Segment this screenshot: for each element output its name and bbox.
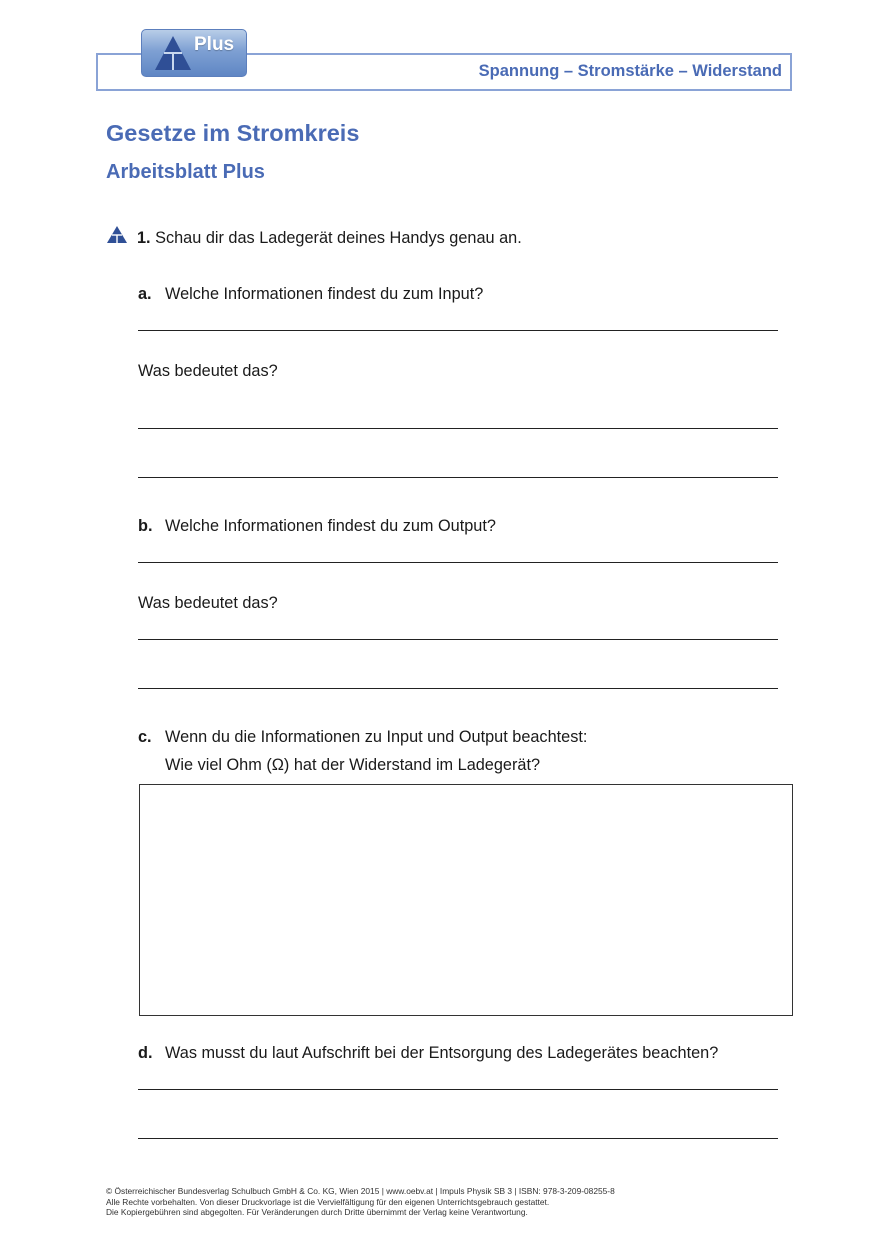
logo-text: Plus <box>194 34 235 55</box>
question-a-label: a. <box>138 285 152 303</box>
question-b <box>138 517 496 536</box>
question-a <box>138 285 483 304</box>
question-c <box>138 728 587 747</box>
header-title: Spannung – Stromstärke – Widerstand <box>478 62 782 80</box>
footer <box>106 1186 615 1218</box>
answer-line-b3[interactable] <box>138 688 778 689</box>
question-c-line2: Wie viel Ohm (Ω) hat der Widerstand im Ladegerät? <box>165 756 541 774</box>
answer-line-d1[interactable] <box>138 1089 778 1090</box>
question-c-line1: Wenn du die Informationen zu Input und Output beachtest: <box>165 728 588 746</box>
logo-triangle-icon <box>154 35 192 71</box>
answer-line-a2[interactable] <box>138 428 778 429</box>
question-d <box>138 1044 718 1063</box>
question-a-text: Welche Informationen findest du zum Input? <box>165 285 484 303</box>
plus-triangle-icon <box>106 225 128 244</box>
answer-box-c[interactable] <box>139 784 793 1016</box>
question-c-label: c. <box>138 728 152 746</box>
page-subtitle: Arbeitsblatt Plus <box>106 161 265 183</box>
question-b-label: b. <box>138 517 153 535</box>
task-number: 1. <box>137 229 151 247</box>
question-d-label: d. <box>138 1044 153 1062</box>
answer-line-b1[interactable] <box>138 562 778 563</box>
question-b-followup: Was bedeutet das? <box>138 594 278 612</box>
answer-line-b2[interactable] <box>138 639 778 640</box>
answer-line-a3[interactable] <box>138 477 778 478</box>
footer-line-2: Alle Rechte vorbehalten. Von dieser Druckvorlage ist die Vervielfältigung für den eigenen Unterrichtsgebrauch gestattet. <box>106 1196 550 1207</box>
plus-logo <box>141 29 247 77</box>
question-b-text: Welche Informationen findest du zum Output? <box>165 517 496 535</box>
task-text: Schau dir das Ladegerät deines Handys genau an. <box>155 229 522 247</box>
page-title: Gesetze im Stromkreis <box>106 120 360 146</box>
answer-line-a1[interactable] <box>138 330 778 331</box>
answer-line-d2[interactable] <box>138 1138 778 1139</box>
question-d-text: Was musst du laut Aufschrift bei der Entsorgung des Ladegerätes beachten? <box>165 1044 719 1062</box>
question-a-followup: Was bedeutet das? <box>138 362 278 380</box>
footer-line-1: © Österreichischer Bundesverlag Schulbuch GmbH & Co. KG, Wien 2015 | www.oebv.at | Impuls Physik SB 3 | ISBN: 978-3-209-08255-8 <box>106 1186 615 1196</box>
footer-line-3: Die Kopiergebühren sind abgegolten. Für Veränderungen durch Dritte übernimmt der Verlag keine Verantwortung. <box>106 1207 528 1217</box>
task-1 <box>137 229 522 248</box>
